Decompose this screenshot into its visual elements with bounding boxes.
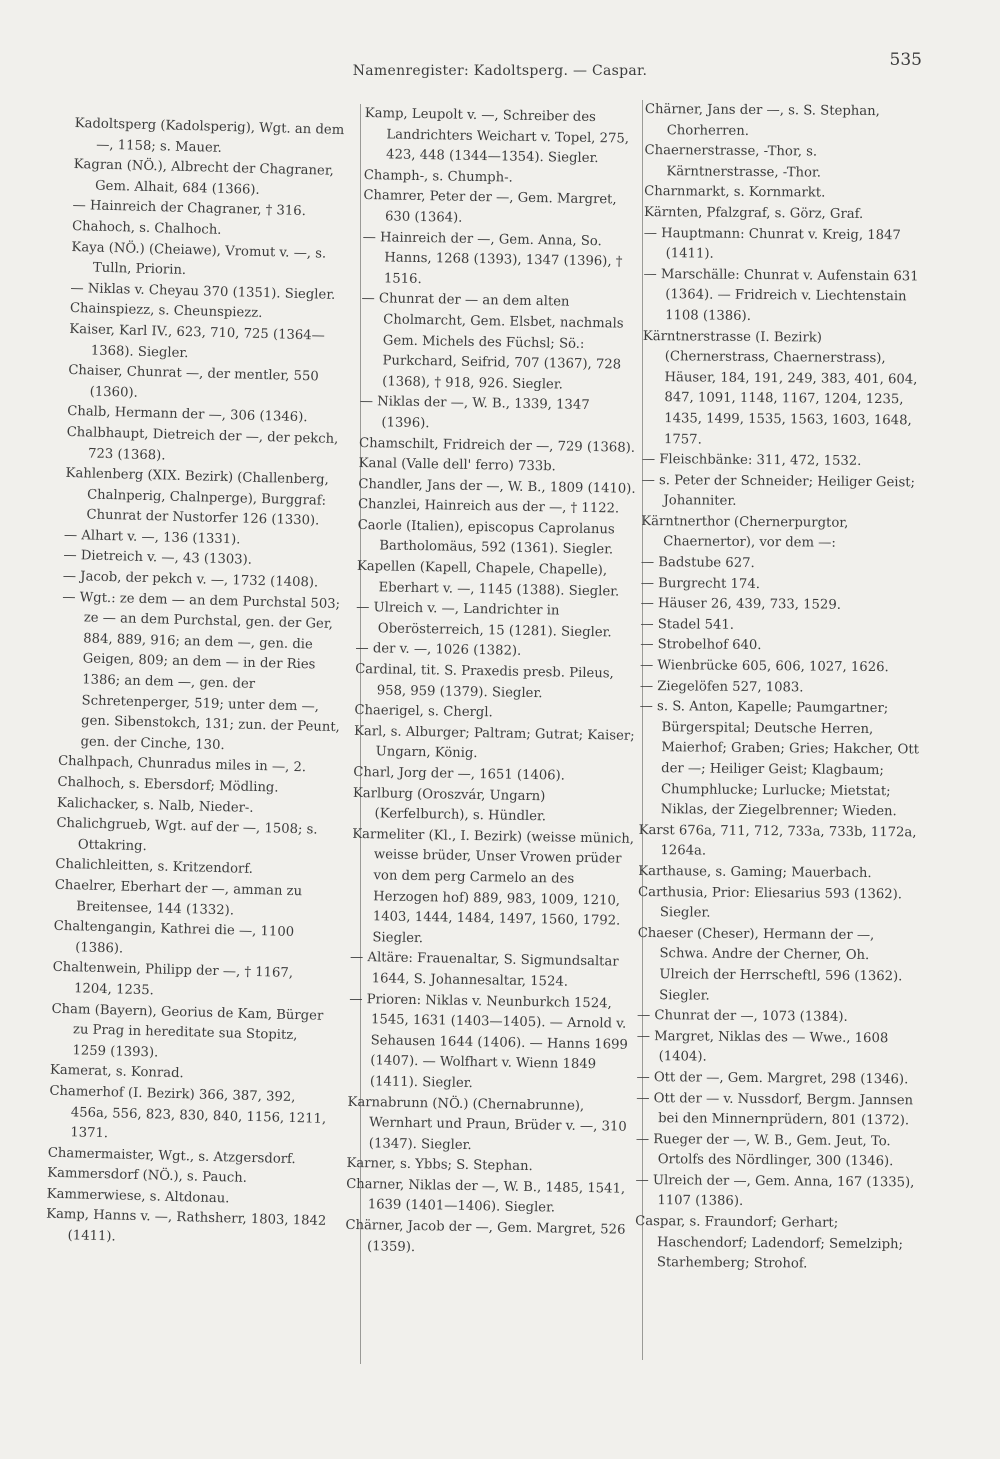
index-entry: — Ulreich der —, Gem. Anna, 167 (1335), 1107 (1386). bbox=[635, 1172, 915, 1210]
index-entry: Charner, Niklas der —, W. B., 1485, 1541, 1639 (1401—1406). Siegler. bbox=[346, 1176, 626, 1216]
index-entry: Kadoltsperg (Kadolsperig), Wgt. an dem —, 1158; s. Mauer. bbox=[74, 115, 345, 156]
index-entry: — Ziegelöfen 527, 1083. bbox=[639, 678, 804, 696]
index-entry: Kaiser, Karl IV., 623, 710, 725 (1364—1368). Siegler. bbox=[69, 321, 326, 361]
index-entry: Chärner, Jacob der —, Gem. Margret, 526 (1359). bbox=[345, 1217, 626, 1255]
index-entry: Charl, Jorg der —, 1651 (1406). bbox=[353, 764, 566, 784]
index-entry: — Dietreich v. —, 43 (1303). bbox=[63, 548, 253, 569]
index-entry: — Alhart v. —, 136 (1331). bbox=[63, 527, 241, 548]
index-entry: Kamp, Leupolt v. —, Schreiber des Landrichters Weichart v. Topel, 275, 423, 448 (1344—1354). Siegler. bbox=[364, 105, 630, 167]
index-entry: — Niklas v. Cheyau 370 (1351). Siegler. bbox=[70, 280, 336, 303]
index-entry: Karlburg (Oroszvár, Ungarn) (Kerfelburch), s. Hündler. bbox=[352, 785, 547, 825]
index-entry: — Badstube 627. bbox=[640, 555, 755, 572]
index-entry: Chalhoch, s. Ebersdorf; Mödling. bbox=[57, 774, 279, 796]
index-entry: Chaiser, Chunrat —, der mentler, 550 (1360). bbox=[68, 363, 319, 401]
index-column-1 bbox=[45, 114, 357, 1254]
index-entry: Charnmarkt, s. Kornmarkt. bbox=[644, 184, 826, 201]
index-entry: Kahlenberg (XIX. Bezirk) (Challenberg, Chalnperig, Chalnperge), Burggraf: Chunrat der Nustorfer 126 (1330). bbox=[65, 465, 329, 529]
index-entry: Chahoch, s. Chalhoch. bbox=[71, 218, 222, 238]
index-entry: Chandler, Jans der —, W. B., 1809 (1410). bbox=[358, 476, 636, 497]
index-entry: Caorle (Italien), episcopus Caprolanus Bartholomäus, 592 (1361). Siegler. bbox=[357, 517, 615, 558]
index-entry: Kärntnerstrasse (I. Bezirk) (Chernerstrass, Chaernerstrass), Häuser, 184, 191, 249, 383, 401, 604, 847, 1091, 1148, 1167, 1204, 1235, 1435, 1499, 1535, 1563, 1603, 1648, 1757. bbox=[642, 328, 918, 448]
index-entry: Kammerwiese, s. Altdonau. bbox=[46, 1186, 230, 1207]
index-entry: Kärnten, Pfalzgraf, s. Görz, Graf. bbox=[643, 204, 864, 222]
index-entry: Chaltenwein, Philipp der —, † 1167, 1204, 1235. bbox=[52, 960, 294, 999]
index-entry: Chalhpach, Chunradus miles in —, 2. bbox=[57, 754, 307, 776]
index-entry: Chamrer, Peter der —, Gem. Margret, 630 (1364). bbox=[363, 188, 617, 226]
index-entry: Cham (Bayern), Georius de Kam, Bürger zu Prag in hereditate sua Stopitz, 1259 (1393). bbox=[51, 1001, 324, 1061]
index-entry: Kammersdorf (NÖ.), s. Pauch. bbox=[47, 1165, 248, 1187]
index-entry: — Marschälle: Chunrat v. Aufenstain 631 (1364). — Fridreich v. Liechtenstain 1108 (1386). bbox=[643, 266, 919, 324]
index-entry: Karl, s. Alburger; Paltram; Gutrat; Kaiser; Ungarn, König. bbox=[353, 723, 635, 762]
index-entry: — Stadel 541. bbox=[640, 616, 735, 633]
index-entry: Chalb, Hermann der —, 306 (1346). bbox=[67, 404, 308, 426]
index-entry: — Hainreich der Chagraner, † 316. bbox=[72, 198, 307, 220]
index-entry: — s. Peter der Schneider; Heiliger Geist; Johanniter. bbox=[641, 472, 916, 510]
index-entry: Chaernerstrasse, -Thor, s. Kärntnerstrasse, -Thor. bbox=[644, 143, 822, 181]
index-entry: Chaltengangin, Kathrei die —, 1100 (1386). bbox=[53, 918, 295, 957]
index-entry: Cardinal, tit. S. Praxedis presb. Pileus, 958, 959 (1379). Siegler. bbox=[354, 661, 614, 701]
index-entry: Karmeliter (Kl., I. Bezirk) (weisse münich, weisse brüder, Unser Vrowen prüder von dem perg Carmelo an des Herzogen hof) 889, 983, 1009, 1210, 1403, 1444, 1484, 1497, 1560, 1792. Siegler. bbox=[352, 826, 635, 946]
index-entry: Kagran (NÖ.), Albrecht der Chagraner, Gem. Alhait, 684 (1366). bbox=[73, 157, 335, 198]
index-column-2 bbox=[345, 104, 647, 1262]
index-entry: Chainspiezz, s. Cheunspiezz. bbox=[69, 301, 263, 322]
index-entry: Karst 676a, 711, 712, 733a, 733b, 1172a, 1264a. bbox=[638, 822, 917, 859]
page-number: 535 bbox=[889, 50, 922, 70]
index-entry: — Prioren: Niklas v. Neunburkch 1524, 1545, 1631 (1403—1405). — Arnold v. Sehausen 1644 (1406). — Hanns 1699 (1407). — Wolfhart v. Wienn 1849 (1411). Siegler. bbox=[349, 991, 628, 1091]
index-entry: Kamerat, s. Konrad. bbox=[49, 1062, 184, 1082]
index-entry: Kaya (NÖ.) (Cheiawe), Vromut v. —, s. Tulln, Priorin. bbox=[71, 239, 327, 279]
running-header: Namenregister: Kadoltsperg. — Caspar. bbox=[352, 63, 648, 79]
index-entry: Karthause, s. Gaming; Mauerbach. bbox=[638, 863, 872, 881]
index-entry: Chärner, Jans der —, s. S. Stephan, Chorherren. bbox=[644, 101, 880, 139]
index-entry: — Rueger der —, W. B., Gem. Jeut, To. Ortolfs des Nördlinger, 300 (1346). bbox=[635, 1131, 894, 1170]
index-entry: Kamp, Hanns v. —, Rathsherr, 1803, 1842 (1411). bbox=[45, 1207, 327, 1245]
index-entry: — Hauptmann: Chunrat v. Kreig, 1847 (1411). bbox=[643, 225, 901, 262]
index-entry: — Jacob, der pekch v. —, 1732 (1408). bbox=[62, 568, 319, 591]
index-entry: — Strobelhof 640. bbox=[640, 637, 762, 654]
index-entry: — Ulreich v. —, Landrichter in Oberösterreich, 15 (1281). Siegler. bbox=[356, 600, 612, 641]
index-entry: — Hainreich der —, Gem. Anna, So. Hanns, 1268 (1393), 1347 (1396), † 1516. bbox=[362, 229, 623, 287]
index-entry: — Chunrat der —, 1073 (1384). bbox=[636, 1008, 848, 1025]
index-entry: — Niklas der —, W. B., 1339, 1347 (1396). bbox=[359, 394, 590, 432]
index-entry: Caspar, s. Fraundorf; Gerhart; Haschendorf; Ladendorf; Semelziph; Starhemberg; Strohof. bbox=[635, 1214, 904, 1272]
index-entry: — der v. —, 1026 (1382). bbox=[355, 641, 522, 660]
index-entry: Kärntnerthor (Chernerpurgtor, Chaernertor), vor dem —: bbox=[641, 513, 849, 552]
index-entry: Kapellen (Kapell, Chapele, Chapelle), Eberhart v. —, 1145 (1388). Siegler. bbox=[356, 558, 620, 600]
index-entry: — Chunrat der — an dem alten Cholmarcht, Gem. Elsbet, nachmals Gem. Michels des Füchsl; Sö.: Purkchard, Seifrid, 707 (1367), 728 (1368), † 918, 926. Siegler. bbox=[361, 291, 624, 393]
index-entry: Chamermaister, Wgt., s. Atzgersdorf. bbox=[47, 1145, 296, 1167]
index-entry: Chaelrer, Eberhart der —, amman zu Breitensee, 144 (1332). bbox=[54, 877, 303, 918]
index-entry: Karner, s. Ybbs; S. Stephan. bbox=[346, 1156, 533, 1175]
index-entry: — Margret, Niklas des — Wwe., 1608 (1404). bbox=[636, 1028, 889, 1065]
index-entry: Chalbhaupt, Dietreich der —, der pekch, 723 (1368). bbox=[66, 424, 339, 463]
index-entry: — Häuser 26, 439, 733, 1529. bbox=[640, 596, 842, 613]
index-entry: Carthusia, Prior: Eliesarius 593 (1362). Siegler. bbox=[638, 884, 903, 921]
index-entry: Champh-, s. Chumph-. bbox=[363, 167, 513, 186]
index-entry: Kanal (Valle dell' ferro) 733b. bbox=[358, 456, 556, 475]
index-entry: — Burgrecht 174. bbox=[640, 575, 761, 592]
index-entry: — Ott der — v. Nussdorf, Bergm. Jannsen bei den Minnernprüdern, 801 (1372). bbox=[636, 1090, 914, 1129]
index-entry: Kalichacker, s. Nalb, Nieder-. bbox=[56, 795, 254, 816]
index-entry: — s. S. Anton, Kapelle; Paumgartner; Bürgerspital; Deutsche Herren, Maierhof; Graben; Gries; Hakcher, Ott der —; Heiliger Geist; Klagbaum; Chumphlucke; Lurlucke; Mietstat; Niklas, der Ziegelbrenner; Wieden. bbox=[639, 699, 920, 820]
index-entry: Chanzlei, Hainreich aus der —, † 1122. bbox=[357, 497, 620, 517]
index-entry: — Ott der —, Gem. Margret, 298 (1346). bbox=[636, 1069, 909, 1088]
index-entry: — Fleischbänke: 311, 472, 1532. bbox=[641, 452, 862, 469]
index-entry: — Wgt.: ze dem — an dem Purchstal 503; ze — an dem Purchstal, gen. der Ger, 884, 889, 916; an dem —, gen. die Geigen, 809; an dem — in der Ries 1386; an dem —, gen. der Schretenperger, 519; unter dem —, gen. Sibenstokch, 131; zun. der Peunt, gen. der Cinche, 130. bbox=[62, 589, 341, 753]
index-entry: — Altäre: Frauenaltar, S. Sigmundsaltar 1644, S. Johannesaltar, 1524. bbox=[349, 950, 619, 990]
index-entry: Chalichgrueb, Wgt. auf der —, 1508; s. Ottakring. bbox=[56, 815, 318, 854]
index-entry: Chaeser (Cheser), Hermann der —, Schwa. Andre der Cherner, Oh. Ulreich der Herrscheftl, 596 (1362). Siegler. bbox=[637, 925, 903, 1004]
index-entry: Karnabrunn (NÖ.) (Chernabrunne), Wernhart und Praun, Brüder v. —, 310 (1347). Siegler. bbox=[347, 1094, 627, 1153]
index-entry: Chamerhof (I. Bezirk) 366, 387, 392, 456a, 556, 823, 830, 840, 1156, 1211, 1371. bbox=[49, 1083, 327, 1142]
index-entry: Chalichleitten, s. Kritzendorf. bbox=[55, 857, 254, 878]
index-column-3 bbox=[635, 100, 927, 1276]
index-entry: Chaerigel, s. Chergl. bbox=[354, 703, 493, 721]
index-entry: Chamschilt, Fridreich der —, 729 (1368). bbox=[358, 435, 636, 456]
index-entry: — Wienbrücke 605, 606, 1027, 1626. bbox=[639, 658, 889, 676]
